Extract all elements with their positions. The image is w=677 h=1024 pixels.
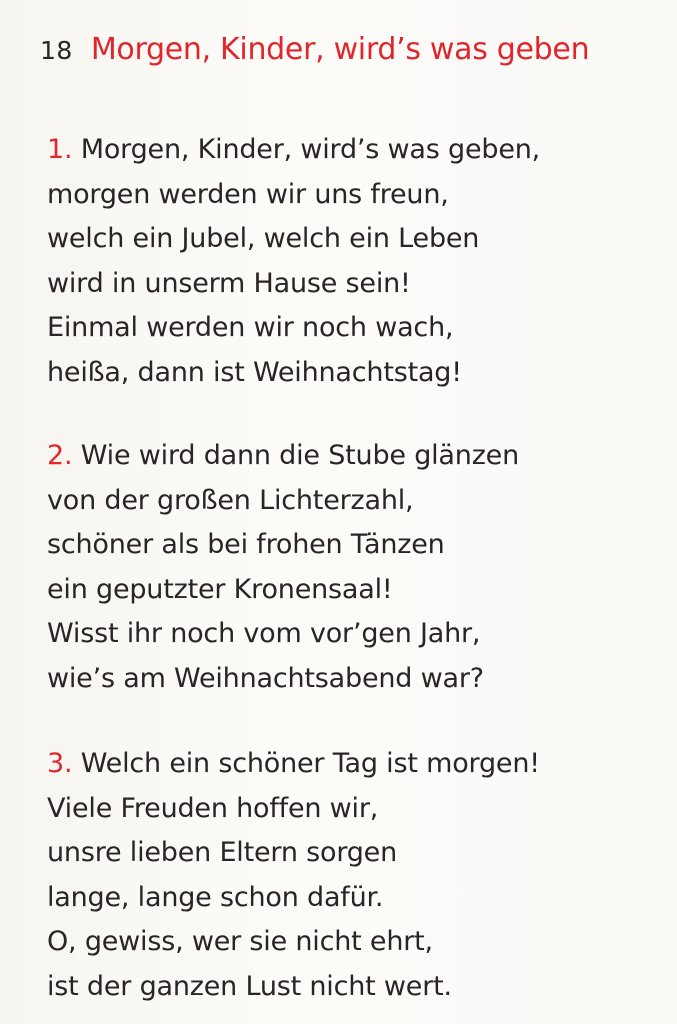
song-number: 18 [40, 36, 73, 65]
verse-3 [47, 742, 540, 1010]
verse-line: wie’s am Weihnachtsabend war? [47, 662, 484, 694]
verse-line: unsre lieben Eltern sorgen [47, 837, 398, 869]
verse-line: wird in unserm Hause sein! [47, 267, 411, 299]
verse-line: Viele Freuden hoffen wir, [47, 792, 379, 824]
verse-1 [47, 128, 540, 396]
verse-number: 1. [47, 134, 73, 165]
verse-line: lange, lange schon dafür. [47, 881, 384, 913]
verse-number: 3. [47, 748, 73, 779]
verse-line: von der großen Lichterzahl, [47, 484, 414, 516]
verse-2 [47, 434, 519, 702]
verse-line: ein geputzter Kronensaal! [47, 573, 393, 605]
verse-line [47, 128, 540, 173]
verse-line [47, 434, 519, 479]
song-title: Morgen, Kinder, wird’s was geben [90, 32, 590, 67]
verse-line-text: Morgen, Kinder, wird’s was geben, [80, 134, 541, 165]
verse-line [47, 742, 540, 787]
verse-line: O, gewiss, wer sie nicht ehrt, [47, 926, 433, 958]
verse-line: welch ein Jubel, welch ein Leben [47, 223, 480, 255]
verse-line: morgen werden wir uns freun, [47, 178, 449, 210]
verse-number: 2. [47, 440, 73, 471]
verse-line: ist der ganzen Lust nicht wert. [47, 970, 452, 1002]
verse-line: Wisst ihr noch vom vor’gen Jahr, [47, 618, 481, 650]
verse-line: schöner als bei frohen Tänzen [47, 529, 445, 561]
song-header [40, 32, 589, 67]
verse-line: Einmal werden wir noch wach, [47, 312, 454, 344]
verse-line: heißa, dann ist Weihnachtstag! [47, 356, 462, 388]
verse-line-text: Wie wird dann die Stube glänzen [80, 440, 519, 471]
verse-line-text: Welch ein schöner Tag ist morgen! [80, 748, 540, 779]
